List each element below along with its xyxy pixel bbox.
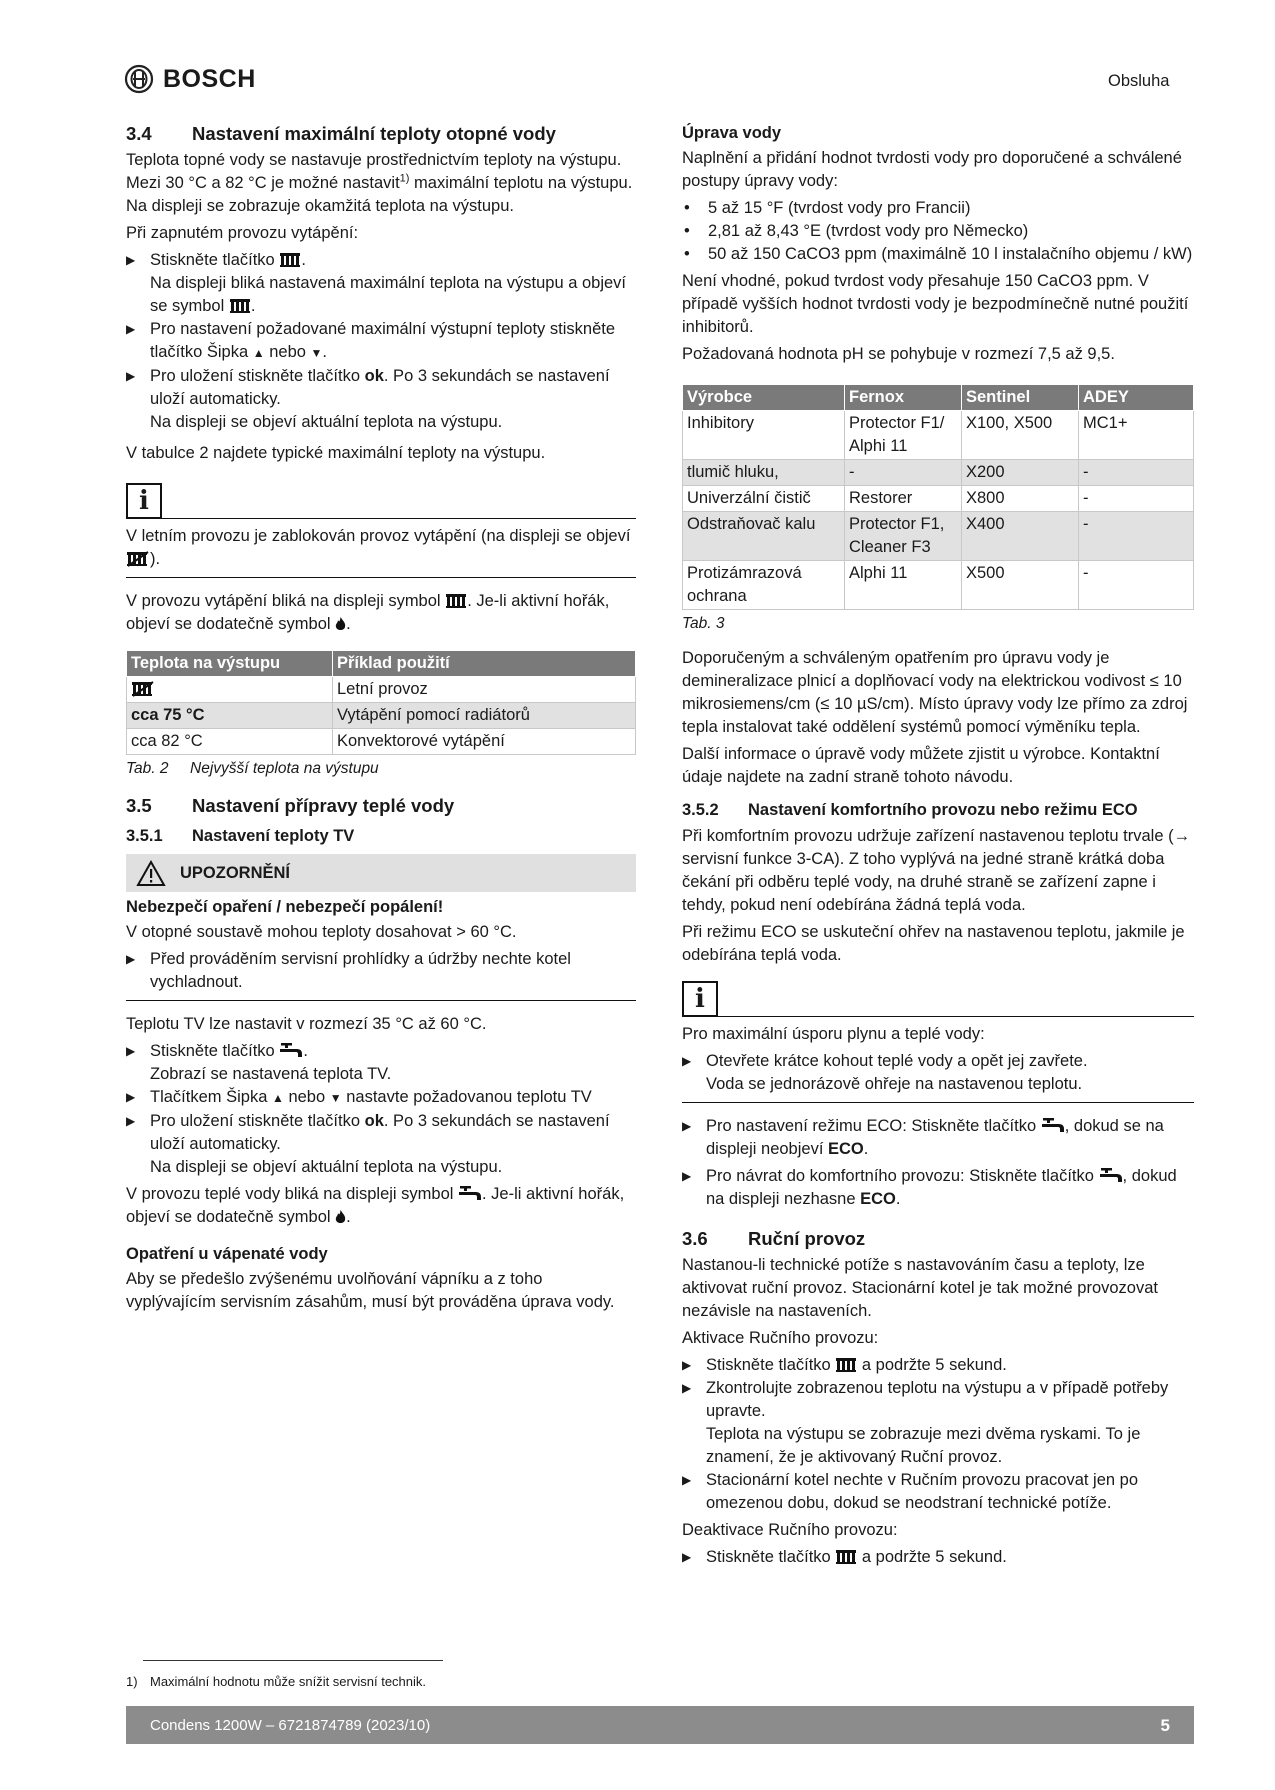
footnote: 1) Maximální hodnotu může snížit servisní technik. — [126, 1674, 427, 1689]
paragraph: V provozu vytápění bliká na displeji symbol . Je-li aktivní hořák, objeví se dodatečně symbol . — [126, 592, 610, 633]
footer-doc-id: Condens 1200W – 6721874789 (2023/10) — [150, 1716, 431, 1734]
step-result: Zobrazí se nastavená teplota TV. — [150, 1065, 392, 1083]
table-row: cca 75 °C Vytápění pomocí radiátorů — [127, 703, 636, 729]
flame-icon — [335, 617, 346, 632]
paragraph: V tabulce 2 najdete typické maximální teploty na výstupu. — [126, 444, 546, 462]
step-result: Voda se jednorázově ohřeje na nastavenou teplotu. — [706, 1075, 1083, 1093]
warning-banner: UPOZORNĚNÍ — [126, 854, 636, 892]
arrow-down-icon: ▼ — [310, 346, 323, 360]
heading-3-5-2: 3.5.2 Nastavení komfortního provozu nebo režimu ECO — [682, 801, 1138, 819]
step: ▶ Stiskněte tlačítko a podržte 5 sekund. — [682, 1546, 1194, 1569]
bosch-logo — [124, 64, 256, 94]
subheading-vapenata: Opatření u vápenaté vody — [126, 1245, 328, 1263]
step: ▶ Stiskněte tlačítko . — [126, 1040, 636, 1063]
paragraph: Doporučeným a schváleným opatřením pro úpravu vody je demineralizace plnicí a doplňovací vody na elektrickou vodivost ≤ 10 mikrosiemens/cm (≤ 10 µS/cm). Místo úpravy vody lze přímo za zdroj tepla instalovat také oddělení systémů pomocí výměníku tepla. — [682, 649, 1188, 736]
list-item: • 2,81 až 8,43 °E (tvrdost vody pro Německo) — [682, 220, 1194, 243]
bullet-list — [682, 197, 1194, 266]
arrow-down-icon: ▼ — [329, 1091, 342, 1105]
heating-icon — [229, 298, 251, 314]
paragraph: Aktivace Ručního provozu: — [682, 1329, 879, 1347]
table-caption: Tab. 2 Nejvyšší teplota na výstupu — [126, 760, 379, 777]
paragraph: Teplotu TV lze nastavit v rozmezí 35 °C až 60 °C. — [126, 1015, 487, 1033]
warning-triangle-icon — [136, 860, 166, 887]
table-row: Letní provoz — [127, 677, 636, 703]
step-result: Na displeji se objeví aktuální teplota na výstupu. — [150, 1158, 503, 1176]
paragraph: Při zapnutém provozu vytápění: — [126, 224, 359, 242]
heading-3-5: 3.5 Nastavení přípravy teplé vody — [126, 795, 455, 816]
step-result: Teplota na výstupu se zobrazuje mezi dvěma ryskami. To je znamení, že je aktivovaný Ruční provoz. — [706, 1425, 1141, 1466]
heading-3-4: 3.4 Nastavení maximální teploty otopné vody — [126, 123, 556, 144]
hot-water-tap-icon — [279, 1043, 303, 1059]
step: ▶ Otevřete krátce kohout teplé vody a opět jej zavřete. — [682, 1050, 1194, 1073]
step: ▶ Stacionární kotel nechte v Ručním provozu pracovat jen po omezenou dobu, dokud se neodstraní technické potíže. — [682, 1469, 1194, 1515]
step: ▶ Před prováděním servisní prohlídky a údržby nechte kotel vychladnout. — [126, 948, 636, 994]
step: ▶ Zkontrolujte zobrazenou teplotu na výstupu a v případě potřeby upravte. — [682, 1377, 1194, 1423]
hot-water-tap-icon — [1041, 1118, 1065, 1134]
step: ▶ Pro nastavení požadované maximální výstupní teploty stiskněte tlačítko Šipka ▲ nebo ▼. — [126, 318, 636, 365]
list-item: • 5 až 15 °F (tvrdost vody pro Francii) — [682, 197, 1194, 220]
heating-icon — [835, 1549, 857, 1565]
left-column — [126, 122, 636, 1318]
page-footer — [126, 1706, 1194, 1744]
summer-mode-icon — [126, 551, 150, 567]
step: ▶ Stiskněte tlačítko a podržte 5 sekund. — [682, 1354, 1194, 1377]
heating-icon — [445, 593, 467, 609]
info-note: i Pro maximální úsporu plynu a teplé vody: ▶ Otevřete krátce kohout teplé vody a opět jej zavřete. Voda se jednorázově ohřeje na nastavenou teplotu. — [682, 981, 1194, 1103]
paragraph: Deaktivace Ručního provozu: — [682, 1521, 898, 1539]
warning-body: Nebezpečí opaření / nebezpečí popálení! V otopné soustavě mohou teploty dosahovat > 60 °C. ▶ Před prováděním servisní prohlídky a údržby nechte kotel vychladnout. — [126, 896, 636, 1001]
paragraph: Aby se předešlo zvýšenému uvolňování vápníku a z toho vyplývajícím servisním zásahům, musí být prováděna úprava vody. — [126, 1270, 615, 1311]
step: ▶ Stiskněte tlačítko . — [126, 249, 636, 272]
paragraph: Teplota topné vody se nastavuje prostřednictvím teploty na výstupu. Mezi 30 °C a 82 °C je možné nastavit$^{1)}$ maximální teplotu na výstupu. Na displeji se zobrazuje okamžitá teplota na výstupu. — [126, 151, 633, 215]
heating-icon — [835, 1357, 857, 1373]
paragraph: Naplnění a přidání hodnot tvrdosti vody pro doporučené a schválené postupy úpravy vody: — [682, 149, 1182, 190]
info-note: i V letním provozu je zablokován provoz vytápění (na displeji se objeví ). — [126, 483, 636, 578]
subheading-uprava: Úprava vody — [682, 124, 782, 142]
table-row: Inhibitory Protector F1/ Alphi 11 X100, X500 MC1+ — [683, 411, 1194, 460]
table-3: Výrobce Fernox Sentinel ADEY Inhibitory Protector F1/ Alphi 11 X100, X500 MC1+ tlumič hluku, - X200 - Univerzální čistič Restorer X800 - Odstraňovač kalu Protector F1, Cleaner F3 X400 - Protizámrazová ochrana Alphi 11 X500 - — [682, 384, 1194, 610]
table-2: Teplota na výstupu Příklad použití Letní provoz cca 75 °C Vytápění pomocí radiátorů cca 82 °C Konvektorové vytápění — [126, 650, 636, 755]
table-row: tlumič hluku, - X200 - — [683, 460, 1194, 486]
flame-icon — [335, 1210, 346, 1225]
paragraph: V provozu teplé vody bliká na displeji symbol . Je-li aktivní hořák, objeví se dodatečně symbol . — [126, 1185, 625, 1226]
step: ▶ Pro uložení stiskněte tlačítko ok. Po 3 sekundách se nastavení uloží automaticky. — [126, 1110, 636, 1156]
paragraph: Při komfortním provozu udržuje zařízení nastavenou teplotu trvale (→ servisní funkce 3-CA). Z toho vyplývá na jedné straně krátká doba čekání při odběru teplé vody, na druhé straně se zařízení zapne i tehdy, pokud není odebírána žádná teplá voda. — [682, 827, 1191, 914]
table-row: Protizámrazová ochrana Alphi 11 X500 - — [683, 561, 1194, 610]
paragraph: Při režimu ECO se uskuteční ohřev na nastavenou teplotu, jakmile je odebírána teplá voda. — [682, 923, 1185, 964]
heating-icon — [279, 252, 301, 268]
footnote-divider — [143, 1660, 443, 1661]
arrow-up-icon: ▲ — [271, 1091, 284, 1105]
paragraph: Nastanou-li technické potíže s nastavováním času a teploty, lze aktivovat ruční provoz. Stacionární kotel je tak možné provozovat nezávisle na nastaveních. — [682, 1256, 1158, 1320]
paragraph: Není vhodné, pokud tvrdost vody přesahuje 150 CaCO3 ppm. V případě vyšších hodnot tvrdosti vody je bezpodmínečně nutné použití inhibitorů. — [682, 272, 1189, 336]
paragraph: Další informace o úpravě vody můžete zjistit u výrobce. Kontaktní údaje najdete na zadní straně tohoto návodu. — [682, 745, 1160, 786]
step-result: Na displeji se objeví aktuální teplota na výstupu. — [150, 413, 503, 431]
info-icon: i — [682, 981, 718, 1017]
step: ▶ Tlačítkem Šipka ▲ nebo ▼ nastavte požadovanou teplotu TV — [126, 1086, 636, 1110]
list-item: • 50 až 150 CaCO3 ppm (maximálně 10 l instalačního objemu / kW) — [682, 243, 1194, 266]
section-label: Obsluha — [1108, 72, 1170, 90]
info-icon: i — [126, 483, 162, 519]
arrow-up-icon: ▲ — [252, 346, 265, 360]
step: ▶ Pro uložení stiskněte tlačítko ok. Po 3 sekundách se nastavení uloží automaticky. — [126, 365, 636, 411]
summer-mode-icon — [131, 681, 155, 697]
table-row: Univerzální čistič Restorer X800 - — [683, 486, 1194, 512]
step-result: Na displeji bliká nastavená maximální teplota na výstupu a objeví se symbol . — [150, 274, 627, 315]
table-row: Odstraňovač kalu Protector F1, Cleaner F3 X400 - — [683, 512, 1194, 561]
heading-3-5-1: 3.5.1 Nastavení teploty TV — [126, 827, 355, 845]
step: ▶ Pro návrat do komfortního provozu: Stiskněte tlačítko , dokud na displeji nezhasne ECO. — [682, 1165, 1194, 1211]
bosch-armature-icon — [124, 64, 154, 94]
table-caption: Tab. 3 — [682, 615, 725, 632]
heading-3-6: 3.6 Ruční provoz — [682, 1228, 866, 1249]
page-number: 5 — [1160, 1715, 1170, 1735]
hot-water-tap-icon — [1099, 1168, 1123, 1184]
step: ▶ Pro nastavení režimu ECO: Stiskněte tlačítko , dokud se na displeji neobjeví ECO. — [682, 1115, 1194, 1161]
brand-name: BOSCH — [163, 64, 256, 93]
right-column — [682, 122, 1194, 1569]
paragraph: Požadovaná hodnota pH se pohybuje v rozmezí 7,5 až 9,5. — [682, 345, 1115, 363]
hot-water-tap-icon — [458, 1186, 482, 1202]
table-row: cca 82 °C Konvektorové vytápění — [127, 729, 636, 755]
